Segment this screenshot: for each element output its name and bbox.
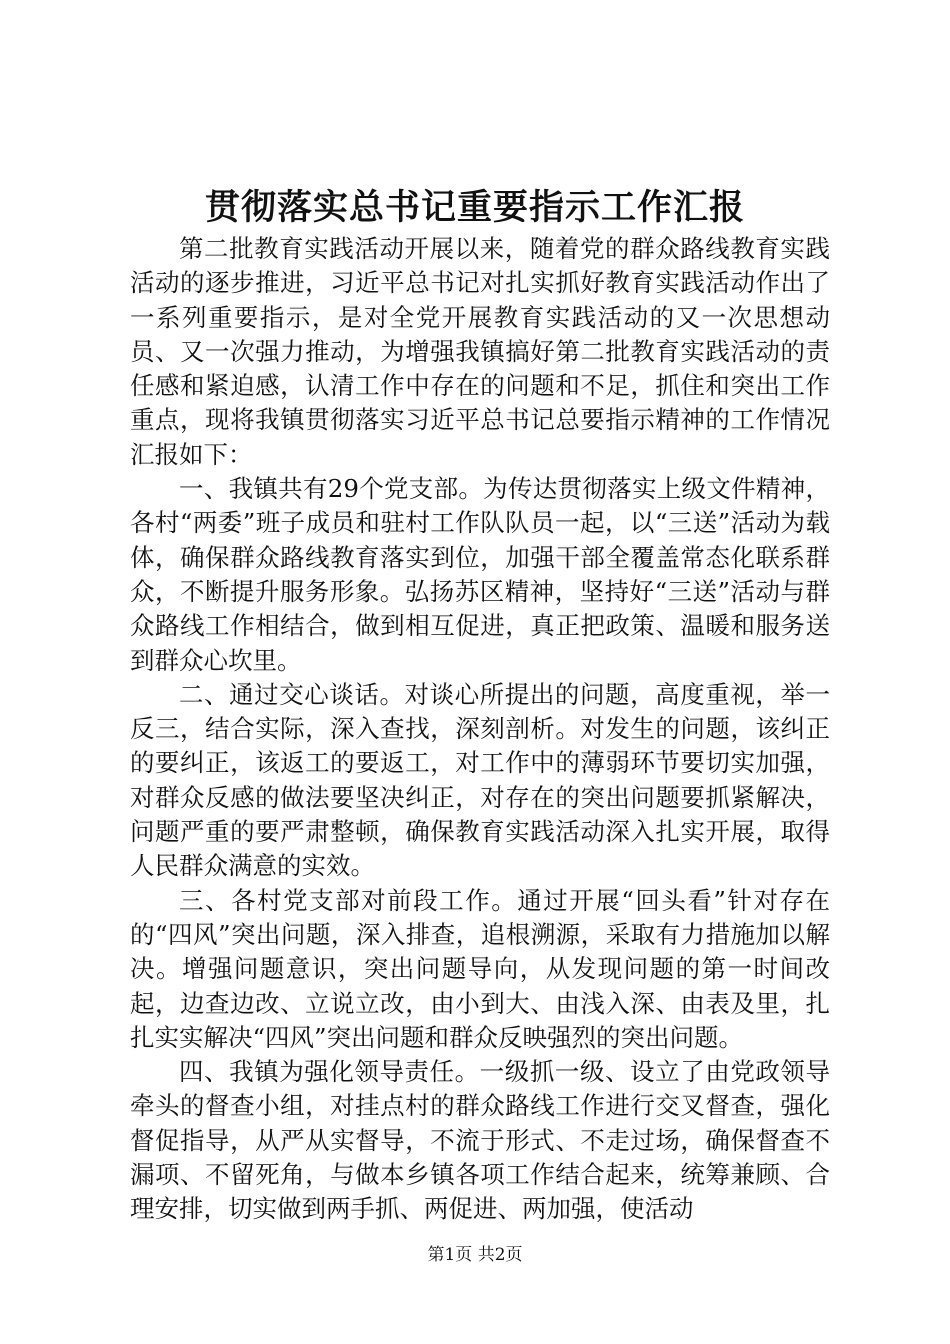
paragraph-section-3: 三、各村党支部对前段工作。通过开展“回头看”针对存在的“四风”突出问题，深入排查，追根溯源，采取有力措施加以解决。增强问题意识，突出问题导向，从发现问题的第一时间改起，边查边改、立说立改，由小到大、由浅入深、由表及里，扎扎实实解决“四风”突出问题和群众反映强烈的突出问题。: [130, 885, 830, 1052]
paragraph-intro: 第二批教育实践活动开展以来，随着党的群众路线教育实践活动的逐步推进，习近平总书记对扎实抓好教育实践活动作出了一系列重要指示，是对全党开展教育实践活动的又一次思想动员、又一次强力推动，为增强我镇搞好第二批教育实践活动的责任感和紧迫感，认清工作中存在的问题和不足，抓住和突出工作重点，现将我镇贯彻落实习近平总书记总要指示精神的工作情况汇报如下：: [130, 234, 830, 469]
document-body: [130, 232, 830, 1227]
document-title: 贯彻落实总书记重要指示工作汇报: [204, 187, 745, 228]
page-footer: 第1页 共2页: [427, 1245, 523, 1265]
paragraph-section-4: 四、我镇为强化领导责任。一级抓一级、设立了由党政领导牵头的督查小组，对挂点村的群众路线工作进行交叉督查，强化督促指导，从严从实督导，不流于形式、不走过场，确保督查不漏项、不留死角，与做本乡镇各项工作结合起来，统筹兼顾、合理安排，切实做到两手抓、两促进、两加强，使活动: [130, 1057, 830, 1224]
paragraph-section-2: 二、通过交心谈话。对谈心所提出的问题，高度重视，举一反三，结合实际，深入查找，深刻剖析。对发生的问题，该纠正的要纠正，该返工的要返工，对工作中的薄弱环节要切实加强，对群众反感的做法要坚决纠正，对存在的突出问题要抓紧解决，问题严重的要严肃整顿，确保教育实践活动深入扎实开展，取得人民群众满意的实效。: [130, 679, 830, 881]
paragraph-section-1: 一、我镇共有29个党支部。为传达贯彻落实上级文件精神，各村“两委”班子成员和驻村工作队队员一起，以“三送”活动为载体，确保群众路线教育落实到位，加强干部全覆盖常态化联系群众，不断提升服务形象。弘扬苏区精神，坚持好“三送”活动与群众路线工作相结合，做到相互促进，真正把政策、温暖和服务送到群众心坎里。: [130, 474, 830, 675]
